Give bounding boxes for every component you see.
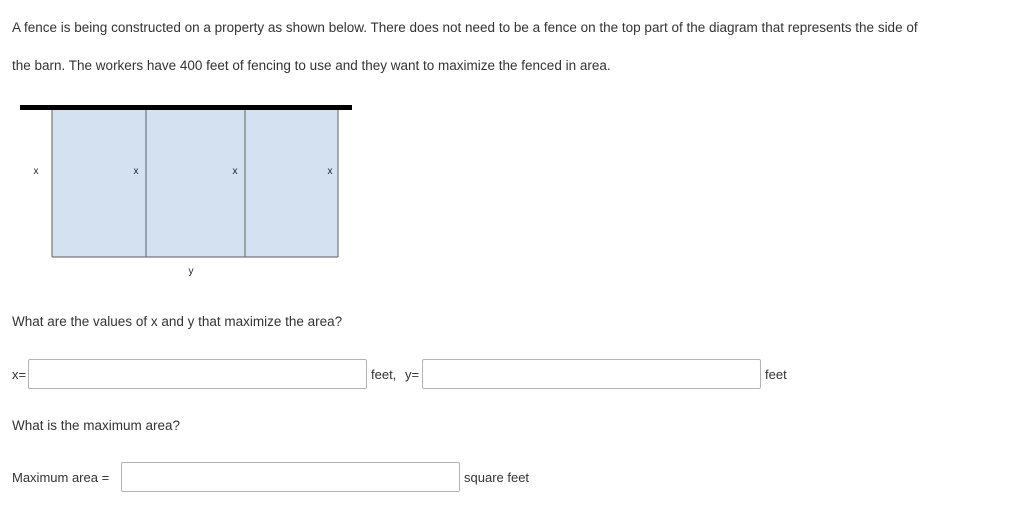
x-label-divider-1: x xyxy=(133,166,139,177)
question-xy: What are the values of x and y that maximize the area? xyxy=(12,314,343,329)
fence-diagram xyxy=(20,100,360,285)
x-input[interactable] xyxy=(28,359,367,389)
x-label-divider-2: x xyxy=(232,166,238,177)
y-label: y xyxy=(188,266,194,277)
x-unit-label: feet, xyxy=(371,367,397,382)
fence-diagram-graphic xyxy=(20,100,360,285)
area-unit-label: square feet xyxy=(464,470,530,485)
question-max-area: What is the maximum area? xyxy=(12,418,181,433)
y-input[interactable] xyxy=(422,359,761,389)
y-field-label: y= xyxy=(405,367,420,382)
max-area-input[interactable] xyxy=(121,462,460,492)
fenced-area xyxy=(52,108,338,257)
max-area-label: Maximum area = xyxy=(12,470,110,485)
x-label-left: x xyxy=(33,166,39,177)
problem-text-line-2: the barn. The workers have 400 feet of fencing to use and they want to maximize the fenced in area. xyxy=(12,58,611,73)
x-label-right: x xyxy=(327,166,333,177)
problem-text-line-1: A fence is being constructed on a property as shown below. There does not need to be a fence on the top part of the diagram that represents the side of xyxy=(12,20,918,35)
barn-wall xyxy=(20,105,352,110)
y-unit-label: feet xyxy=(765,367,787,382)
x-field-label: x= xyxy=(12,367,27,382)
